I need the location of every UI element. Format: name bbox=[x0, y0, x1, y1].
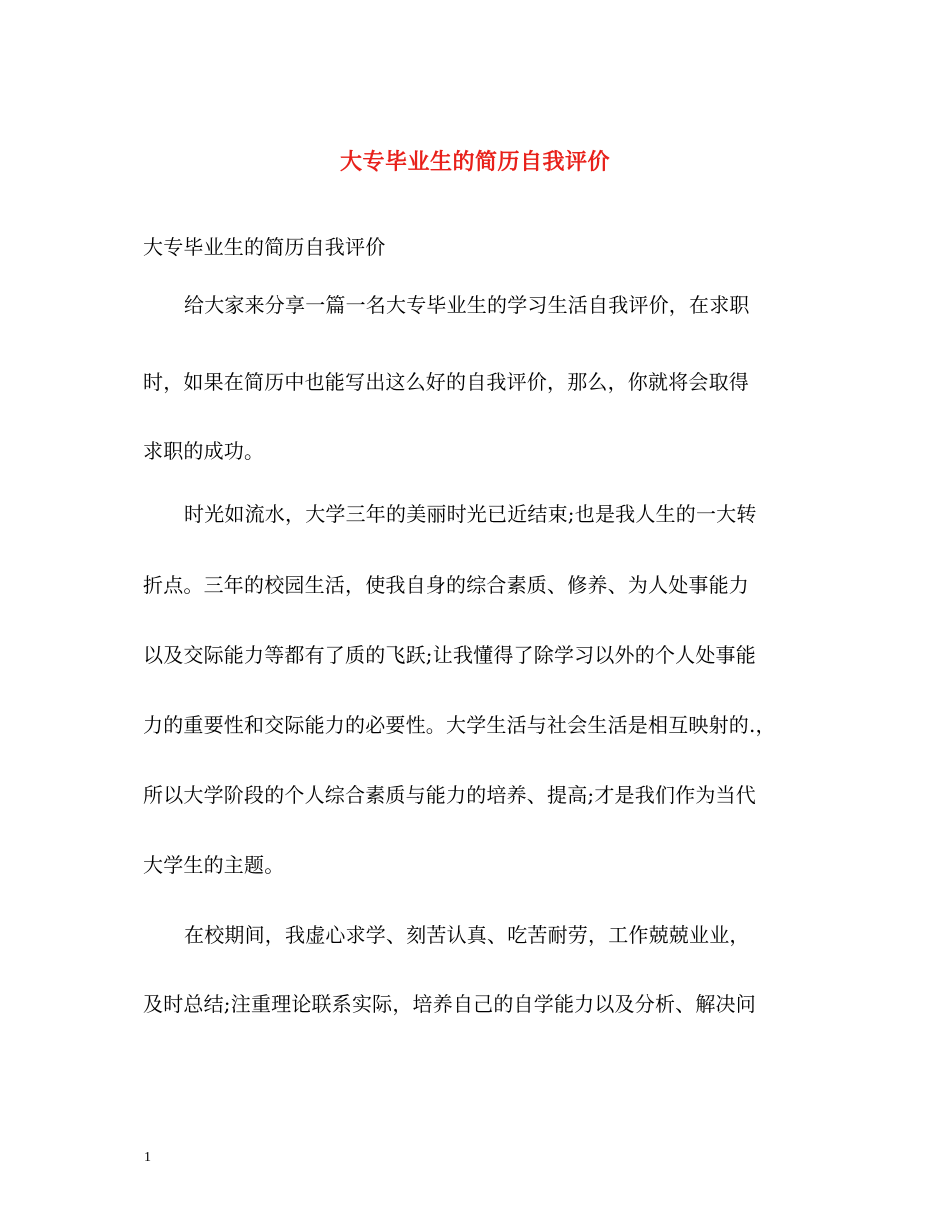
paragraph-line: 折点。三年的校园生活，使我自身的综合素质、修养、为人处事能力 bbox=[143, 573, 749, 597]
paragraph-line: 力的重要性和交际能力的必要性。大学生活与社会生活是相互映射的.， bbox=[143, 713, 776, 737]
paragraph-line: 大学生的主题。 bbox=[143, 853, 285, 877]
paragraph-line: 在校期间，我虚心求学、刻苦认真、吃苦耐劳，工作兢兢业业， bbox=[184, 923, 750, 947]
document-title: 大专毕业生的简历自我评价 bbox=[339, 149, 610, 175]
paragraph-line: 时，如果在简历中也能写出这么好的自我评价，那么，你就将会取得 bbox=[143, 370, 749, 394]
paragraph-line: 求职的成功。 bbox=[143, 439, 265, 463]
paragraph-line: 及时总结;注重理论联系实际，培养自己的自学能力以及分析、解决问 bbox=[143, 992, 756, 1016]
paragraph-line: 时光如流水，大学三年的美丽时光已近结束;也是我人生的一大转 bbox=[184, 502, 757, 526]
paragraph-line: 所以大学阶段的个人综合素质与能力的培养、提高;才是我们作为当代 bbox=[143, 783, 756, 807]
document-subtitle: 大专毕业生的简历自我评价 bbox=[143, 235, 386, 259]
paragraph-line: 给大家来分享一篇一名大专毕业生的学习生活自我评价，在求职 bbox=[184, 293, 750, 317]
paragraph-line: 以及交际能力等都有了质的飞跃;让我懂得了除学习以外的个人处事能 bbox=[143, 643, 756, 667]
page-number: 1 bbox=[144, 1150, 151, 1165]
